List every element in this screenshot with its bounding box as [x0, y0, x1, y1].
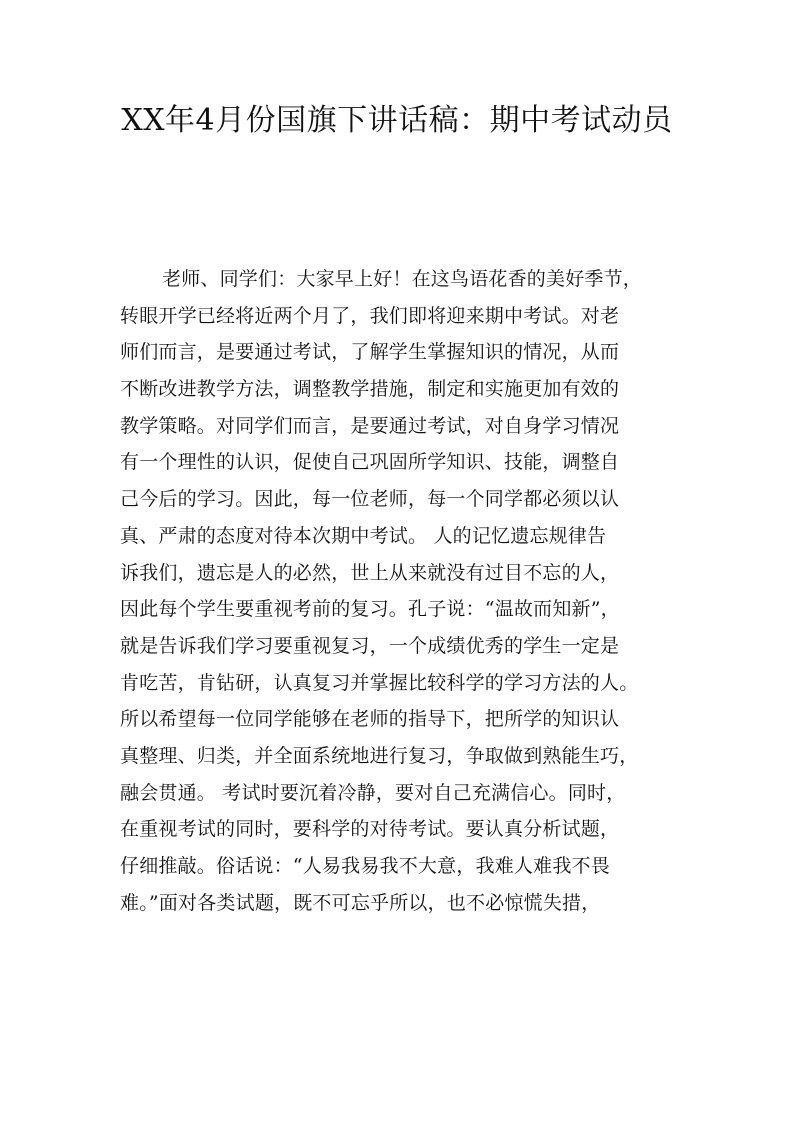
body-line: 真整理、归类，并全面系统地进行复习，争取做到熟能生巧， — [120, 744, 639, 767]
body-line: 仔细推敲。俗话说：“人易我易我不大意，我难人难我不畏 — [120, 855, 610, 877]
body-line: 诉我们，遗忘是人的必然，世上从来就没有过目不忘的人， — [120, 561, 620, 584]
body-line: 在重视考试的同时，要科学的对待考试。要认真分析试题， — [120, 818, 620, 841]
body-line: 老师、同学们：大家早上好！在这鸟语花香的美好季节， — [162, 268, 643, 290]
document-title: XX年4月份国旗下讲话稿：期中考试动员 — [121, 103, 673, 138]
body-line: 肯吃苦，肯钻研，认真复习并掌握比较科学的学习方法的人。 — [120, 671, 639, 694]
body-line: 就是告诉我们学习要重视复习，一个成绩优秀的学生一定是 — [120, 634, 620, 657]
body-line: 不断改进教学方法，调整教学措施，制定和实施更加有效的 — [120, 378, 620, 401]
body-line: 转眼开学已经将近两个月了，我们即将迎来期中考试。对老 — [120, 304, 620, 327]
body-line: 己今后的学习。因此，每一位老师，每一个同学都必须以认 — [120, 488, 620, 511]
body-line: 因此每个学生要重视考前的复习。孔子说：“温故而知新”， — [120, 598, 620, 621]
body-line: 融会贯通。 考试时要沉着冷静，要对自己充满信心。同时， — [120, 781, 626, 804]
body-line: 真、严肃的态度对待本次期中考试。 人的记忆遗忘规律告 — [120, 524, 607, 547]
body-line: 所以希望每一位同学能够在老师的指导下，把所学的知识认 — [120, 708, 620, 731]
document-body — [120, 261, 680, 921]
body-line: 有一个理性的认识，促使自己巩固所学知识、技能，调整自 — [120, 451, 620, 474]
body-line: 难。”面对各类试题，既不可忘乎所以，也不必惊慌失措， — [120, 891, 601, 914]
body-line: 师们而言，是要通过考试，了解学生掌握知识的情况，从而 — [120, 341, 620, 364]
body-line: 教学策略。对同学们而言，是要通过考试，对自身学习情况 — [120, 414, 620, 437]
